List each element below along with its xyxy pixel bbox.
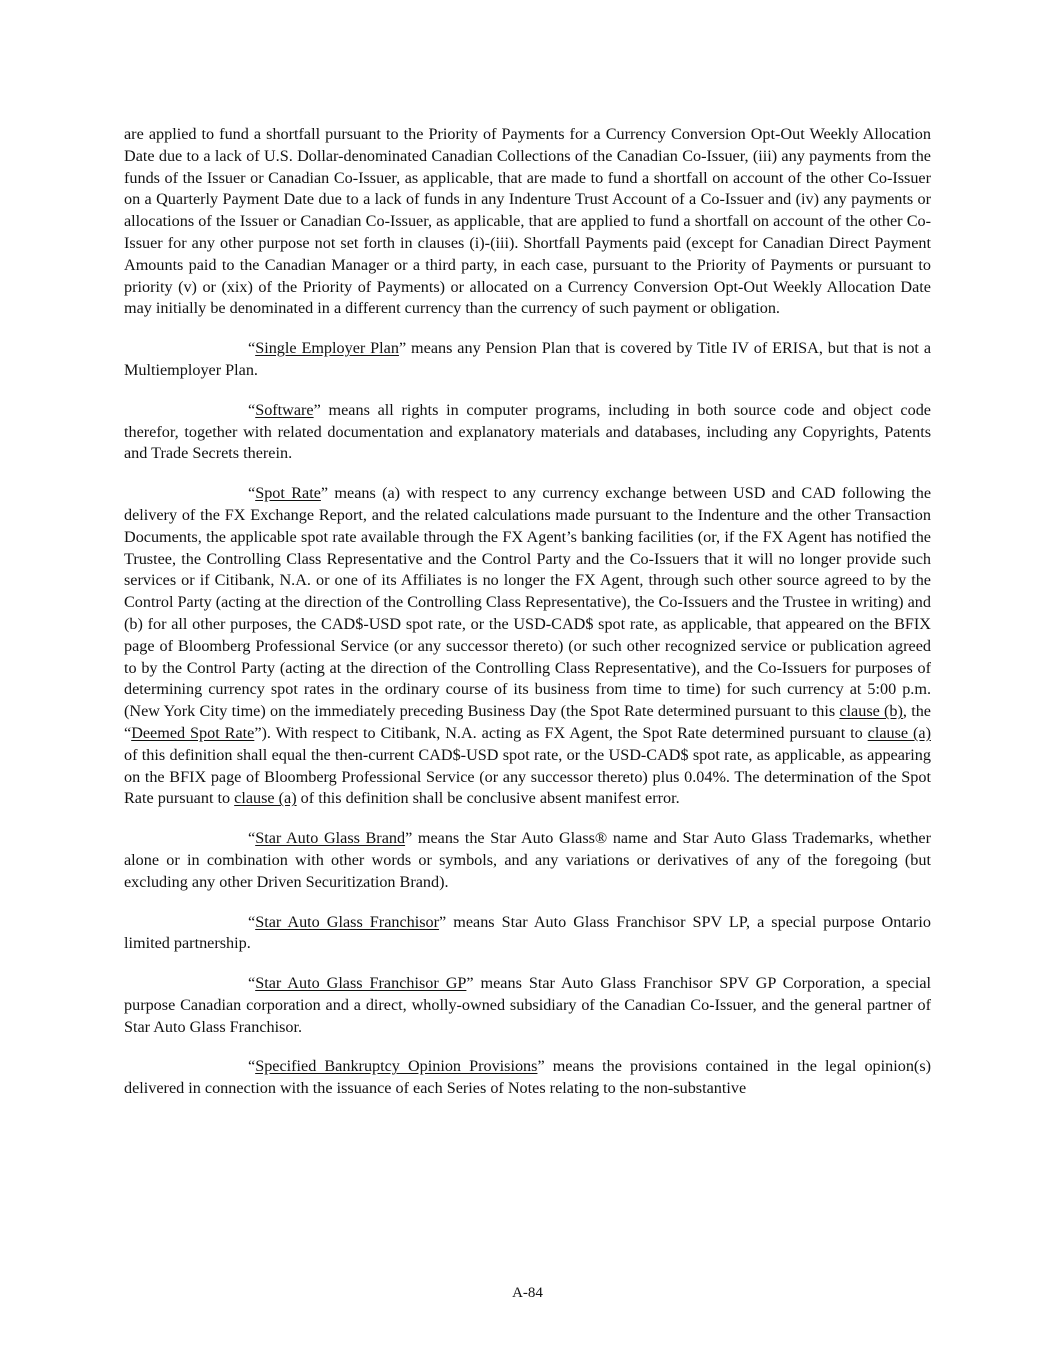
document-page — [124, 124, 931, 1118]
definition-text: of this definition shall equal the then-current CAD$-USD spot rate, or the USD-CAD$ spot rate, as applicable, as appearing on the BFIX page of Bloomberg Professional Service (or any successor thereto) plus 0.04%. The determination of the Spot Rate pursuant to — [124, 745, 931, 808]
defined-term: Single Employer Plan — [255, 339, 399, 358]
open-quote: “ — [248, 339, 256, 358]
definition-spot-rate — [124, 483, 931, 810]
definition-software — [124, 400, 931, 465]
page-number: A-84 — [512, 1285, 543, 1301]
definition-text: ” means Star Auto Glass Franchisor SPV GP Corporation, a special purpose Canadian corporation and a direct, wholly-owned subsidiary of the Canadian Co-Issuer, and the general partner of Star Auto Glass Franchisor. — [124, 974, 931, 1036]
definition-text: ” means Star Auto Glass Franchisor SPV LP, a special purpose Ontario limited partnership. — [124, 912, 931, 953]
paragraph-shortfall-continuation — [124, 124, 931, 320]
open-quote: “ — [248, 400, 256, 419]
open-quote: “ — [248, 912, 256, 931]
defined-term: Software — [255, 400, 314, 419]
paragraph-text: are applied to fund a shortfall pursuant to the Priority of Payments for a Currency Conversion Opt-Out Weekly Allocation Date due to a lack of U.S. Dollar-denominated Canadian Collections of the Canadian Co-Issuer, (iii) any payments from the funds of the Issuer or Canadian Co-Issuer, as applicable, that are made to fund a shortfall on account of the other Co-Issuer on a Quarterly Payment Date due to a lack of funds in any Indenture Trust Account of a Co-Issuer and (iv) any payments or allocations of the Issuer or Canadian Co-Issuer, as applicable, that are applied to fund a shortfall on account of the other Co-Issuer for any other purpose not set forth in clauses (i)-(iii). Shortfall Payments paid (except for Canadian Direct Payment Amounts paid to the Canadian Manager or a third party, in each case, pursuant to the Priority of Payments or pursuant to priority (v) or (xix) of the Priority of Payments) or allocated on a Currency Conversion Opt-Out Weekly Allocation Date may initially be denominated in a different currency than the currency of such payment or obligation. — [124, 125, 931, 318]
definition-text: ” means the Star Auto Glass® name and Star Auto Glass Trademarks, whether alone or in combination with other words or symbols, and any variations or derivatives of any of the foregoing (but excluding any other Driven Securitization Brand). — [124, 829, 931, 891]
definition-specified-bankruptcy-opinion-provisions — [124, 1056, 931, 1100]
definition-text: ” means (a) with respect to any currency exchange between USD and CAD following the delivery of the FX Exchange Report, and the related calculations made pursuant to the Indenture and the other Transaction Documents, the applicable spot rate available through the FX Agent’s banking facilities (or, if the FX Agent has notified the Trustee, the Controlling Class Representative and the Control Party and the Co-Issuers that it will no longer provide such services or if Citibank, N.A. or one of its Affiliates is no longer the FX Agent, through such other source agreed to by the Control Party (acting at the direction of the Controlling Class Representative), the Co-Issuers and the Trustee in writing) and (b) for all other purposes, the CAD$-USD spot rate, or the USD-CAD$ spot rate, as applicable, that appeared on the BFIX page of Bloomberg Professional Service (or any successor thereto) (or such other recognized service or publication agreed to by the Control Party (acting at the direction of the Controlling Class Representative), and the Co-Issuers for purposes of determining currency spot rates in the ordinary course of its business from time to time) for such currency at 5:00 p.m. (New York City time) on the immediately preceding Business Day (the Spot Rate determined pursuant to this — [124, 484, 931, 721]
definition-star-auto-glass-franchisor-gp — [124, 973, 931, 1038]
clause-reference: clause (a) — [867, 723, 931, 742]
defined-term: Spot Rate — [255, 484, 321, 503]
definition-text: of this definition shall be conclusive absent manifest error. — [296, 789, 680, 808]
open-quote: “ — [248, 484, 256, 503]
definition-single-employer-plan — [124, 338, 931, 382]
definition-text: ” means all rights in computer programs, including in both source code and object code therefor, together with related documentation and explanatory materials and databases, including any Copyrights, Patents and Trade Secrets therein. — [124, 400, 931, 463]
definition-star-auto-glass-franchisor — [124, 912, 931, 956]
defined-term: Star Auto Glass Franchisor GP — [255, 974, 467, 993]
defined-term: Deemed Spot Rate — [131, 723, 255, 742]
open-quote: “ — [248, 974, 256, 993]
clause-reference: clause (b) — [839, 702, 903, 721]
defined-term: Specified Bankruptcy Opinion Provisions — [255, 1057, 538, 1076]
definition-star-auto-glass-brand — [124, 828, 931, 893]
definition-text: ” means any Pension Plan that is covered by Title IV of ERISA, but that is not a Multiemployer Plan. — [124, 339, 932, 379]
definition-text: ”). With respect to Citibank, N.A. acting as FX Agent, the Spot Rate determined pursuant to — [254, 723, 868, 742]
open-quote: “ — [248, 1057, 256, 1076]
clause-reference: clause (a) — [234, 789, 297, 808]
definition-text: , the “ — [124, 702, 931, 742]
open-quote: “ — [248, 829, 256, 848]
definition-text: ” means the provisions contained in the legal opinion(s) delivered in connection with the issuance of each Series of Notes relating to the non-substantive — [124, 1057, 932, 1098]
defined-term: Star Auto Glass Franchisor — [255, 912, 440, 931]
defined-term: Star Auto Glass Brand — [255, 829, 406, 848]
